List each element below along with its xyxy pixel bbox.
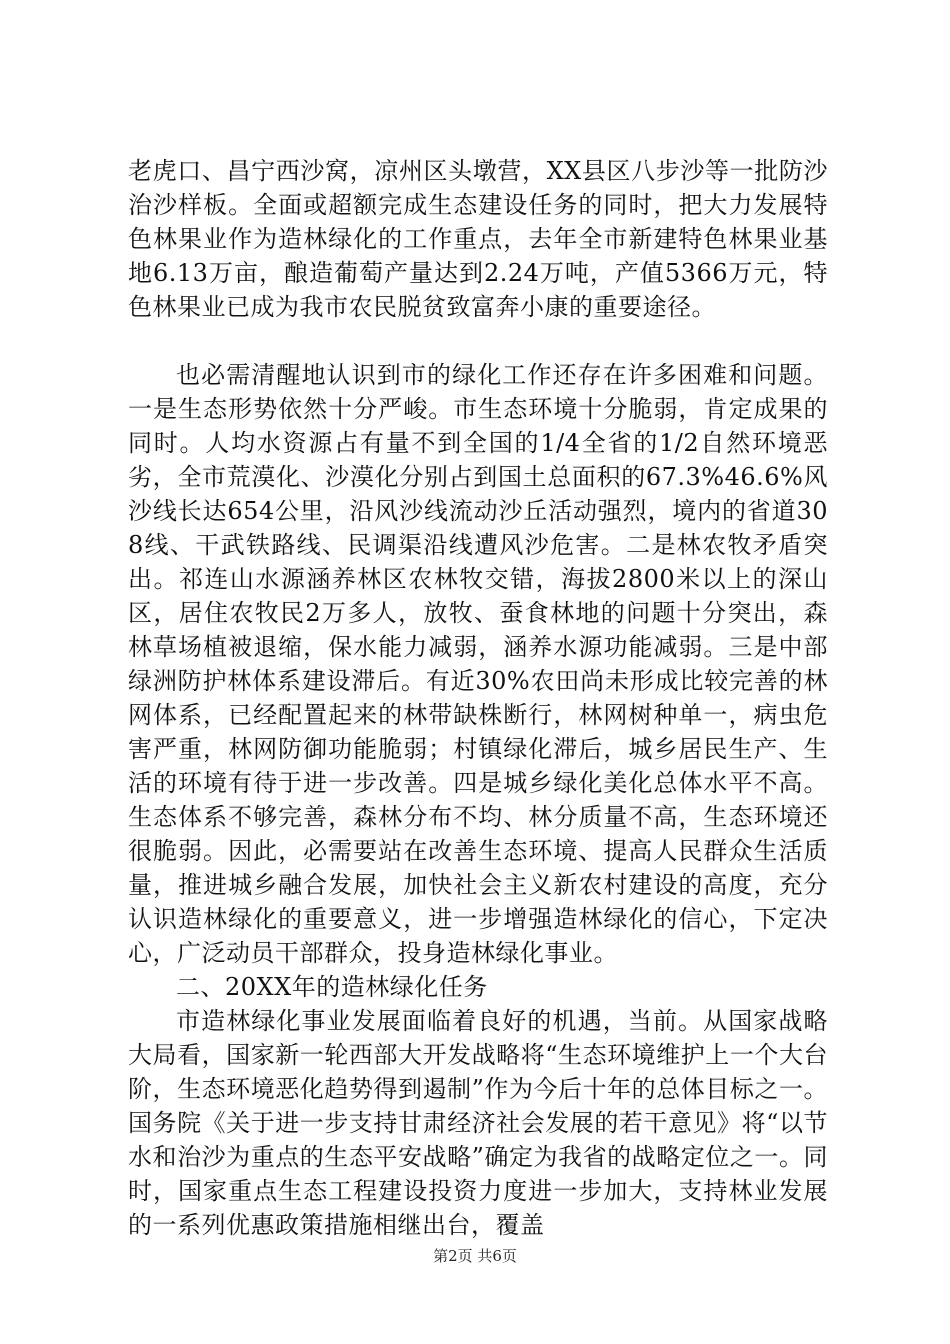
page-footer: 第2页 共6页 bbox=[433, 1247, 517, 1265]
document-body bbox=[128, 154, 828, 1242]
paragraph-1: 老虎口、昌宁西沙窝，凉州区头墩营，XX县区八步沙等一批防沙治沙样板。全面或超额完成生态建设任务的同时，把大力发展特色林果业作为造林绿化的工作重点，去年全市新建特色林果业基地6.13万亩，酿造葡萄产量达到2.24万吨，产值5366万元，特色林果业已成为我市农民脱贫致富奔小康的重要途径。 bbox=[128, 157, 828, 321]
paragraph-2: 也必需清醒地认识到市的绿化工作还存在许多困难和问题。一是生态形势依然十分严峻。市生态环境十分脆弱，肯定成果的同时。人均水资源占有量不到全国的1/4全省的1/2自然环境恶劣，全市荒漠化、沙漠化分别占到国土总面积的67.3%46.6%风沙线长达654公里，沿风沙线流动沙丘活动强烈，境内的省道308线、干武铁路线、民调渠沿线遭风沙危害。二是林农牧矛盾突出。祁连山水源涵养林区农林牧交错，海拔2800米以上的深山区，居住农牧民2万多人，放牧、蚕食林地的问题十分突出，森林草场植被退缩，保水能力减弱，涵养水源功能减弱。三是中部绿洲防护林体系建设滞后。有近30%农田尚未形成比较完善的林网体系，已经配置起来的林带缺株断行，林网树种单一，病虫危害严重，林网防御功能脆弱；村镇绿化滞后，城乡居民生产、生活的环境有待于进一步改善。四是城乡绿化美化总体水平不高。生态体系不够完善，森林分布不均、林分质量不高，生态环境还很脆弱。因此，必需要站在改善生态环境、提高人民群众生活质量，推进城乡融合发展，加快社会主义新农村建设的高度，充分认识造林绿化的重要意义，进一步增强造林绿化的信心，下定决心，广泛动员干部群众，投身造林绿化事业。 bbox=[128, 361, 828, 967]
section-heading: 二、20XX年的造林绿化任务 bbox=[176, 973, 488, 1001]
paragraph-gap bbox=[128, 324, 828, 358]
paragraph-3: 市造林绿化事业发展面临着良好的机遇，当前。从国家战略大局看，国家新一轮西部大开发战略将“生态环境维护上一个大台阶，生态环境恶化趋势得到遏制”作为今后十年的总体目标之一。国务院《关于进一步支持甘肃经济社会发展的若干意见》将“以节水和治沙为重点的生态平安战略”确定为我省的战略定位之一。同时，国家重点生态工程建设投资力度进一步加大，支持林业发展的一系列优惠政策措施相继出台，覆盖 bbox=[128, 1007, 828, 1239]
